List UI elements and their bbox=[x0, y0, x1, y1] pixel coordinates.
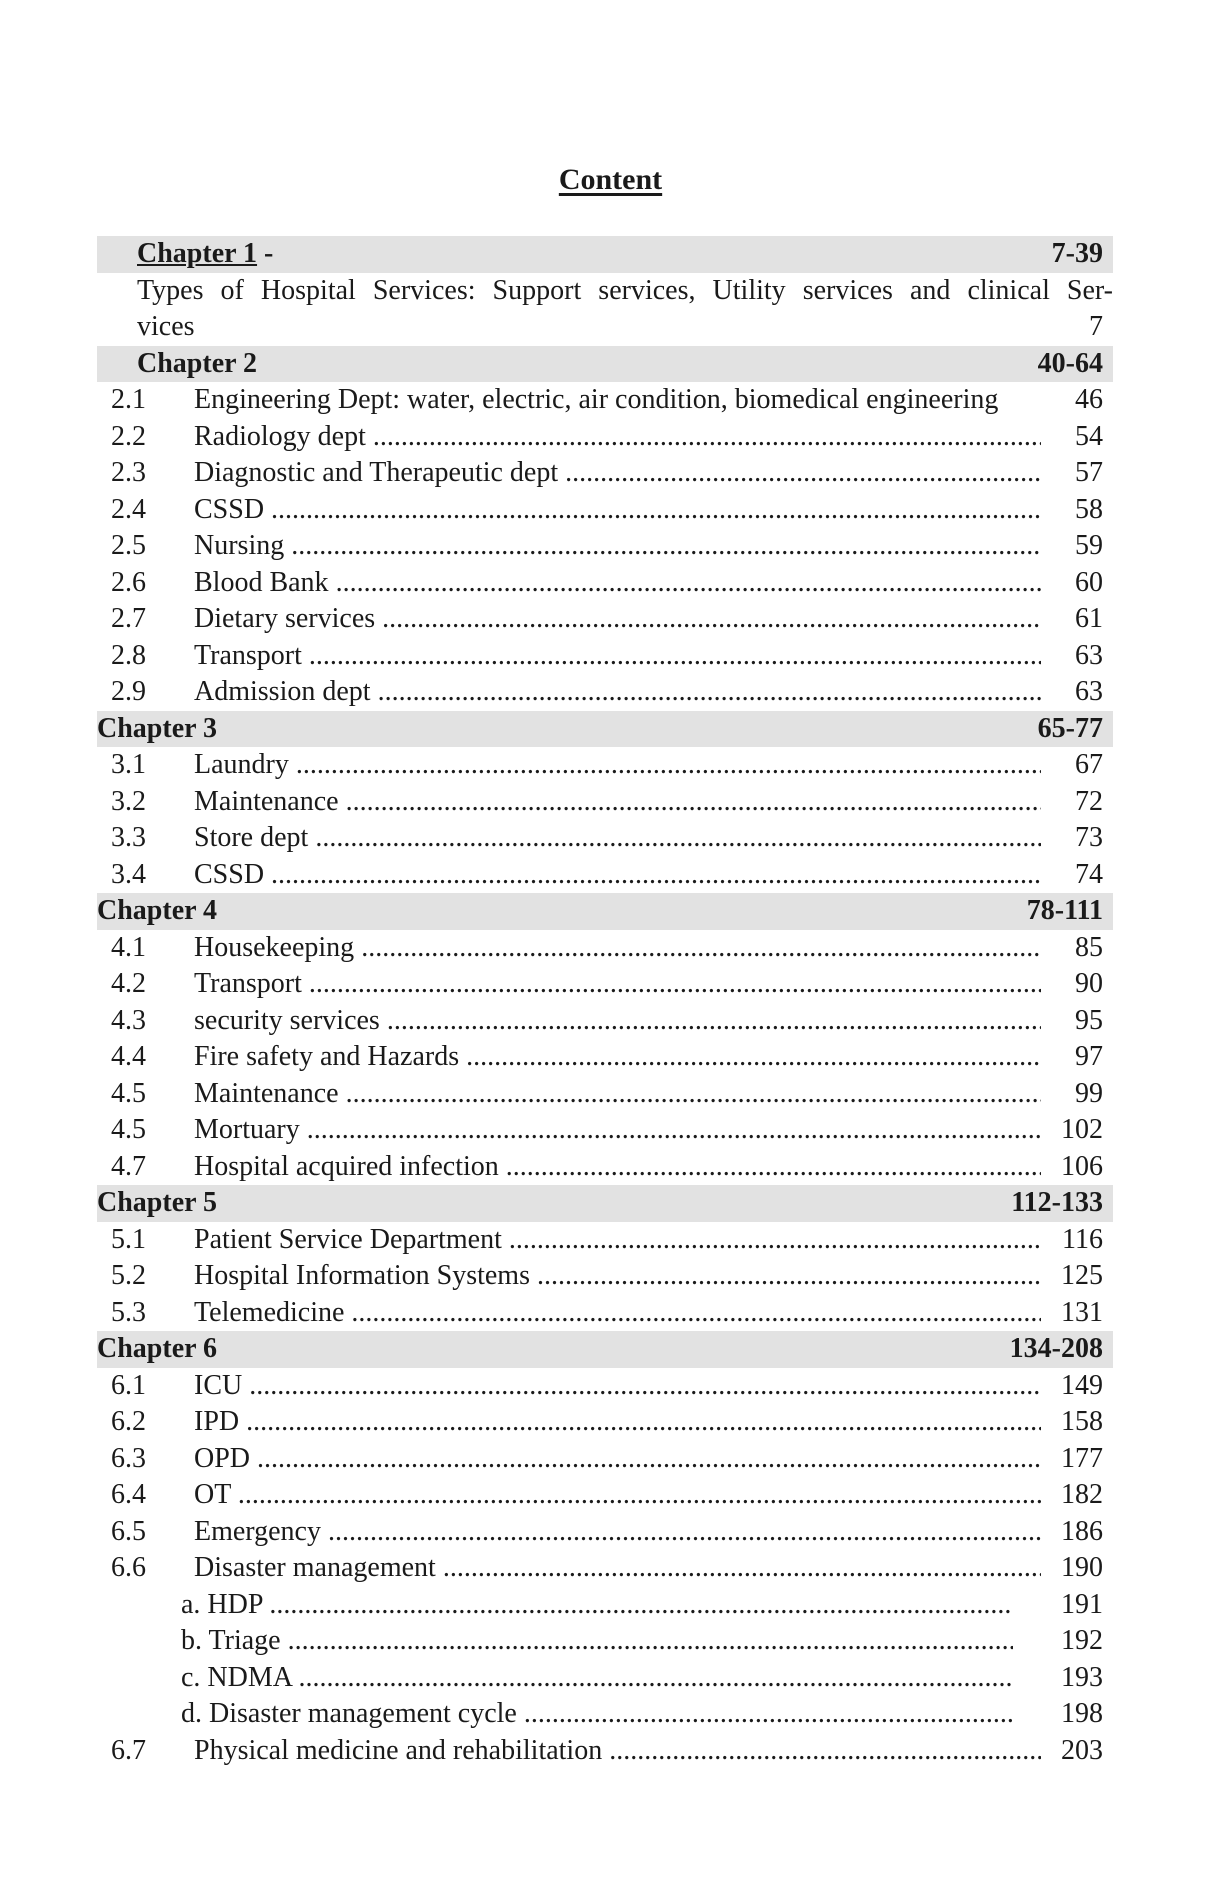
chapter-5-heading[interactable] bbox=[97, 1185, 1113, 1222]
entry-title: Emergency ..... bbox=[194, 1514, 1041, 1551]
toc-entry[interactable] bbox=[97, 784, 1113, 821]
sub-entry-page: 198 bbox=[1061, 1698, 1103, 1729]
entry-title: Hospital Information Systems ..... bbox=[194, 1258, 1041, 1295]
toc-entry[interactable] bbox=[97, 1149, 1113, 1186]
chapter-2-label: Chapter 2 bbox=[137, 347, 258, 379]
toc-entry[interactable] bbox=[97, 1112, 1113, 1149]
entry-number: 5.1 bbox=[111, 1223, 146, 1255]
entry-number: 6.1 bbox=[111, 1369, 146, 1401]
entry-number: 3.3 bbox=[111, 822, 146, 853]
entry-number: 2.9 bbox=[111, 676, 146, 707]
toc-entry[interactable] bbox=[97, 601, 1113, 638]
entry-title: Blood Bank ..... bbox=[194, 565, 1041, 602]
table-of-contents bbox=[97, 236, 1113, 1769]
chapter-1-heading[interactable] bbox=[97, 236, 1113, 273]
toc-entry[interactable] bbox=[97, 930, 1113, 967]
entry-number: 4.5 bbox=[111, 1077, 146, 1109]
entry-page: 131 bbox=[1061, 1296, 1103, 1328]
toc-entry[interactable] bbox=[97, 857, 1113, 894]
entry-page: 106 bbox=[1061, 1150, 1103, 1182]
entry-title: Radiology dept ..... bbox=[194, 419, 1041, 456]
entry-title: Hospital acquired infection ..... bbox=[194, 1149, 1041, 1186]
entry-title: Housekeeping ..... bbox=[194, 930, 1041, 967]
toc-entry[interactable] bbox=[97, 1477, 1113, 1514]
entry-page: 85 bbox=[1075, 931, 1103, 963]
entry-number: 4.2 bbox=[111, 968, 146, 999]
entry-page: 73 bbox=[1075, 822, 1103, 853]
entry-title: Maintenance ..... bbox=[194, 784, 1041, 821]
sub-entry-title: b. Triage ..... bbox=[181, 1623, 1013, 1660]
entry-page: 63 bbox=[1075, 639, 1103, 671]
entry-page: 177 bbox=[1061, 1442, 1103, 1474]
toc-entry[interactable] bbox=[97, 492, 1113, 529]
toc-entry[interactable] bbox=[97, 1441, 1113, 1478]
toc-entry[interactable] bbox=[97, 1076, 1113, 1113]
entry-title: OPD ..... bbox=[194, 1441, 1041, 1478]
entry-page: 57 bbox=[1075, 457, 1103, 488]
toc-entry[interactable] bbox=[97, 820, 1113, 857]
entry-title: ICU ..... bbox=[194, 1368, 1041, 1405]
chapter-4-pages: 78-111 bbox=[1026, 895, 1103, 926]
entry-page: 95 bbox=[1075, 1004, 1103, 1036]
toc-entry[interactable] bbox=[97, 1222, 1113, 1259]
entry-page: 97 bbox=[1075, 1041, 1103, 1072]
sub-entry-page: 192 bbox=[1061, 1625, 1103, 1656]
entry-title: Diagnostic and Therapeutic dept ..... bbox=[194, 455, 1041, 492]
chapter-3-heading[interactable] bbox=[97, 711, 1113, 748]
chapter-6-heading[interactable] bbox=[97, 1331, 1113, 1368]
entry-page: 186 bbox=[1061, 1515, 1103, 1547]
entry-number: 2.5 bbox=[111, 530, 146, 561]
toc-entry[interactable] bbox=[97, 1003, 1113, 1040]
entry-title: Mortuary ..... bbox=[194, 1112, 1041, 1149]
chapter-2-pages: 40-64 bbox=[1037, 347, 1103, 379]
entry-number: 6.7 bbox=[111, 1734, 146, 1766]
entry-title: Admission dept ..... bbox=[194, 674, 1041, 711]
entry-title: CSSD ..... bbox=[194, 857, 1041, 894]
entry-title: CSSD ..... bbox=[194, 492, 1041, 529]
entry-number: 3.4 bbox=[111, 858, 146, 890]
entry-number: 6.6 bbox=[111, 1552, 146, 1583]
entry-page: 60 bbox=[1075, 566, 1103, 598]
entry-title: Store dept ..... bbox=[194, 820, 1041, 857]
entry-number: 4.4 bbox=[111, 1041, 146, 1072]
page-title: Content bbox=[558, 163, 663, 196]
chapter-1-intro-line-2: vices 7 bbox=[137, 309, 1113, 346]
entry-title: Maintenance ..... bbox=[194, 1076, 1041, 1113]
entry-page: 125 bbox=[1061, 1260, 1103, 1291]
entry-number: 6.2 bbox=[111, 1406, 146, 1437]
toc-entry[interactable] bbox=[97, 1295, 1113, 1332]
toc-sub-entry[interactable] bbox=[97, 1660, 1113, 1697]
chapter-5-pages: 112-133 bbox=[1011, 1187, 1103, 1218]
entry-page: 61 bbox=[1075, 603, 1103, 634]
entry-number: 2.8 bbox=[111, 639, 146, 671]
entry-number: 2.3 bbox=[111, 457, 146, 488]
entry-page: 116 bbox=[1062, 1223, 1103, 1255]
entry-page: 67 bbox=[1075, 749, 1103, 780]
entry-page: 99 bbox=[1075, 1077, 1103, 1109]
entry-number: 2.2 bbox=[111, 420, 146, 452]
entry-number: 4.3 bbox=[111, 1004, 146, 1036]
entry-page: 149 bbox=[1061, 1369, 1103, 1401]
entry-number: 3.1 bbox=[111, 749, 146, 780]
chapter-5-label: Chapter 5 bbox=[97, 1187, 218, 1218]
entry-number: 4.1 bbox=[111, 931, 146, 963]
chapter-6-pages: 134-208 bbox=[1009, 1333, 1103, 1364]
sub-entry-title: c. NDMA ..... bbox=[181, 1660, 1013, 1697]
entry-title: Dietary services ..... bbox=[194, 601, 1041, 638]
entry-page: 54 bbox=[1075, 420, 1103, 452]
entry-page: 58 bbox=[1075, 493, 1103, 525]
chapter-4-heading[interactable] bbox=[97, 893, 1113, 930]
sub-entry-page: 193 bbox=[1061, 1661, 1103, 1693]
entry-page: 182 bbox=[1061, 1479, 1103, 1510]
entry-title: Engineering Dept: water, electric, air condition, biomedical engineering bbox=[194, 384, 999, 415]
toc-entry[interactable] bbox=[97, 674, 1113, 711]
toc-entry[interactable] bbox=[97, 1404, 1113, 1441]
entry-number: 3.2 bbox=[111, 785, 146, 817]
toc-entry[interactable] bbox=[97, 966, 1113, 1003]
entry-title: Fire safety and Hazards ..... bbox=[194, 1039, 1041, 1076]
chapter-4-label: Chapter 4 bbox=[97, 895, 218, 926]
entry-title: Patient Service Department ..... bbox=[194, 1222, 1041, 1259]
entry-page: 72 bbox=[1075, 785, 1103, 817]
chapter-1-intro-page: 7 bbox=[1089, 311, 1103, 342]
entry-title: Transport ..... bbox=[194, 638, 1041, 675]
toc-sub-entry[interactable] bbox=[97, 1587, 1113, 1624]
entry-title: Laundry ..... bbox=[194, 747, 1041, 784]
entry-number: 4.7 bbox=[111, 1150, 146, 1182]
entry-number: 4.5 bbox=[111, 1114, 146, 1145]
entry-number: 5.3 bbox=[111, 1296, 146, 1328]
entry-title: IPD ..... bbox=[194, 1404, 1041, 1441]
chapter-1-intro[interactable] bbox=[97, 273, 1113, 346]
sub-entry-title: d. Disaster management cycle ..... bbox=[181, 1696, 1013, 1733]
entry-number: 6.3 bbox=[111, 1442, 146, 1474]
toc-entry[interactable] bbox=[97, 1733, 1113, 1770]
chapter-3-pages: 65-77 bbox=[1037, 712, 1103, 744]
toc-entry[interactable] bbox=[97, 1039, 1113, 1076]
sub-entry-title: a. HDP ..... bbox=[181, 1587, 1013, 1624]
toc-entry[interactable] bbox=[97, 747, 1113, 784]
chapter-1-pages: 7-39 bbox=[1051, 238, 1103, 269]
sub-entry-page: 191 bbox=[1061, 1588, 1103, 1620]
chapter-3-label: Chapter 3 bbox=[97, 712, 218, 744]
entry-number: 6.4 bbox=[111, 1479, 146, 1510]
toc-entry[interactable] bbox=[97, 528, 1113, 565]
toc-entry[interactable] bbox=[97, 1514, 1113, 1551]
chapter-1-label: Chapter 1 - bbox=[137, 238, 274, 269]
entry-title: Transport ..... bbox=[194, 966, 1041, 1003]
entry-page: 74 bbox=[1075, 858, 1103, 890]
entry-page: 63 bbox=[1075, 676, 1103, 707]
entry-page: 59 bbox=[1075, 530, 1103, 561]
entry-page: 190 bbox=[1061, 1552, 1103, 1583]
toc-entry[interactable] bbox=[97, 565, 1113, 602]
toc-sub-entry[interactable] bbox=[97, 1623, 1113, 1660]
toc-entry[interactable] bbox=[97, 1258, 1113, 1295]
toc-entry[interactable] bbox=[97, 1368, 1113, 1405]
entry-number: 2.6 bbox=[111, 566, 146, 598]
entry-title: Nursing ..... bbox=[194, 528, 1041, 565]
toc-entry[interactable] bbox=[97, 455, 1113, 492]
toc-entry[interactable] bbox=[97, 382, 1113, 419]
toc-sub-entry[interactable] bbox=[97, 1696, 1113, 1733]
entry-title: security services ..... bbox=[194, 1003, 1041, 1040]
entry-page: 158 bbox=[1061, 1406, 1103, 1437]
entry-title: Telemedicine ..... bbox=[194, 1295, 1041, 1332]
toc-entry[interactable] bbox=[97, 419, 1113, 456]
toc-entry[interactable] bbox=[97, 1550, 1113, 1587]
entry-number: 2.7 bbox=[111, 603, 146, 634]
entry-number: 2.4 bbox=[111, 493, 146, 525]
chapter-2-heading[interactable] bbox=[97, 346, 1113, 383]
entry-page: 203 bbox=[1061, 1734, 1103, 1766]
toc-entry[interactable] bbox=[97, 638, 1113, 675]
entry-number: 6.5 bbox=[111, 1515, 146, 1547]
chapter-1-intro-line-1: Types of Hospital Services: Support services, Utility services and clinical Ser- bbox=[137, 274, 1113, 306]
entry-title: Disaster management ..... bbox=[194, 1550, 1041, 1587]
entry-title: OT ..... bbox=[194, 1477, 1041, 1514]
entry-page: 46 bbox=[1075, 384, 1103, 415]
chapter-6-label: Chapter 6 bbox=[97, 1333, 218, 1364]
entry-page: 102 bbox=[1061, 1114, 1103, 1145]
entry-number: 5.2 bbox=[111, 1260, 146, 1291]
entry-page: 90 bbox=[1075, 968, 1103, 999]
entry-title: Physical medicine and rehabilitation ..... bbox=[194, 1733, 1041, 1770]
entry-number: 2.1 bbox=[111, 384, 146, 415]
